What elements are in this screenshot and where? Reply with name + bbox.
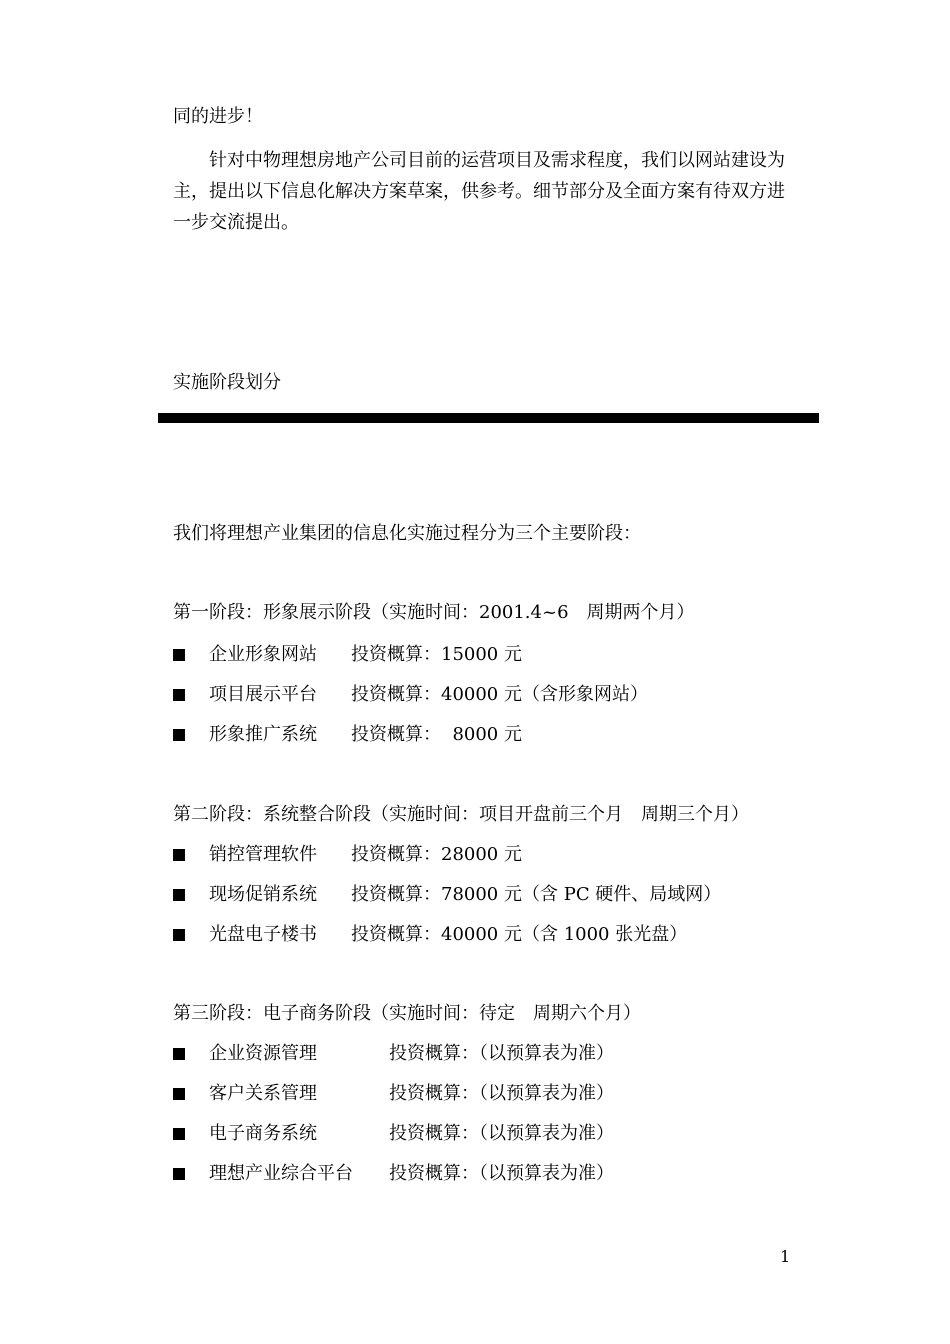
section-summary: 我们将理想产业集团的信息化实施过程分为三个主要阶段： [173, 523, 641, 544]
section-divider [158, 413, 819, 423]
square-bullet-icon [173, 1168, 185, 1180]
stage-heading: 第三阶段：电子商务阶段（实施时间：待定 周期六个月） [173, 1003, 641, 1024]
item-investment: 投资概算： 8000 元 [351, 724, 522, 745]
square-bullet-icon [173, 849, 185, 861]
item-name: 理想产业综合平台 [209, 1163, 353, 1184]
item-name: 光盘电子楼书 [209, 924, 317, 945]
item-name: 销控管理软件 [209, 844, 317, 865]
item-investment: 投资概算：15000 元 [351, 644, 522, 665]
square-bullet-icon [173, 889, 185, 901]
item-investment: 投资概算：（以预算表为准） [389, 1123, 614, 1144]
continued-text: 同的进步！ [173, 106, 263, 127]
square-bullet-icon [173, 649, 185, 661]
stage-heading: 第二阶段：系统整合阶段（实施时间：项目开盘前三个月 周期三个月） [173, 804, 749, 825]
square-bullet-icon [173, 1128, 185, 1140]
item-investment: 投资概算：78000 元（含 PC 硬件、局域网） [351, 884, 722, 905]
item-name: 电子商务系统 [209, 1123, 317, 1144]
item-investment: 投资概算：（以预算表为准） [389, 1043, 614, 1064]
item-name: 客户关系管理 [209, 1083, 317, 1104]
item-name: 现场促销系统 [209, 884, 317, 905]
square-bullet-icon [173, 1088, 185, 1100]
item-investment: 投资概算：40000 元（含形象网站） [351, 684, 648, 705]
item-investment: 投资概算：28000 元 [351, 844, 522, 865]
item-name: 形象推广系统 [209, 724, 317, 745]
item-name: 企业资源管理 [209, 1043, 317, 1064]
item-name: 项目展示平台 [209, 684, 317, 705]
item-investment: 投资概算：40000 元（含 1000 张光盘） [351, 924, 688, 945]
stage-heading: 第一阶段：形象展示阶段（实施时间：2001.4~6 周期两个月） [173, 602, 695, 623]
square-bullet-icon [173, 689, 185, 701]
item-investment: 投资概算：（以预算表为准） [389, 1083, 614, 1104]
square-bullet-icon [173, 1048, 185, 1060]
item-investment: 投资概算：（以预算表为准） [389, 1163, 614, 1184]
intro-paragraph: 针对中物理想房地产公司目前的运营项目及需求程度，我们以网站建设为主，提出以下信息化解决方案草案，供参考。细节部分及全面方案有待双方进一步交流提出。 [173, 150, 785, 233]
section-title: 实施阶段划分 [173, 372, 281, 393]
page-number: 1 [780, 1247, 791, 1266]
item-name: 企业形象网站 [209, 644, 317, 665]
square-bullet-icon [173, 929, 185, 941]
square-bullet-icon [173, 729, 185, 741]
